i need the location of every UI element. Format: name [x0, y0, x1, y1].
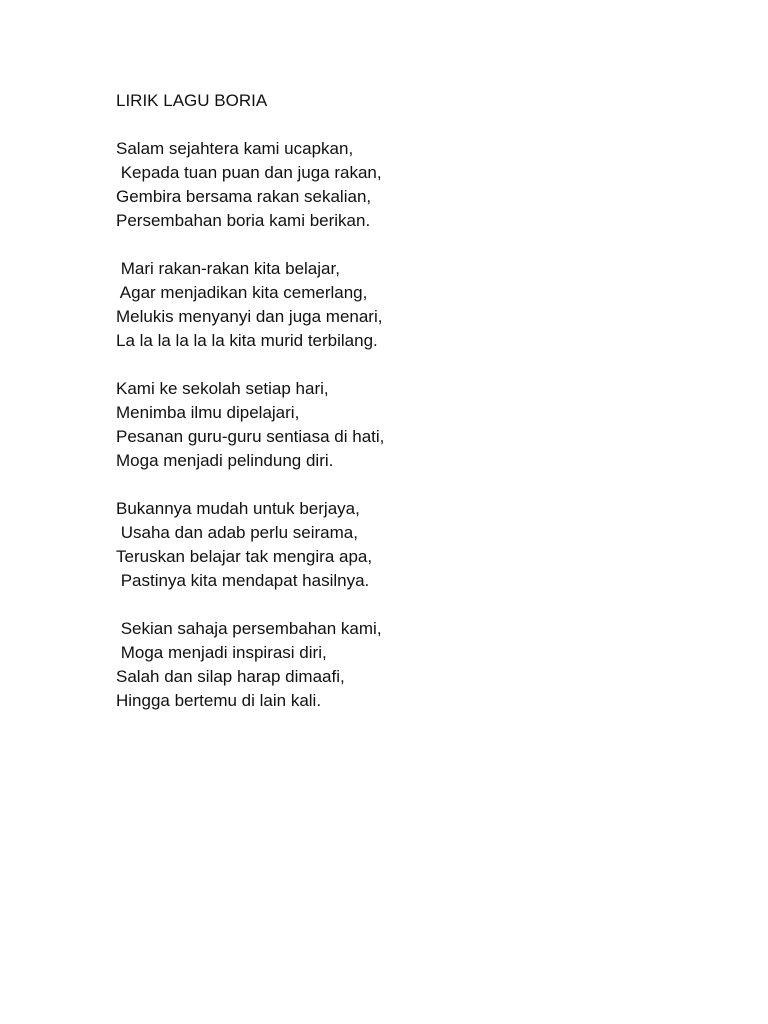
lyric-line: Kami ke sekolah setiap hari,	[116, 379, 329, 398]
lyric-line: Menimba ilmu dipelajari,	[116, 403, 300, 422]
lyric-line: Kepada tuan puan dan juga rakan,	[116, 163, 382, 182]
lyric-line: Moga menjadi inspirasi diri,	[116, 643, 327, 662]
lyric-line: Agar menjadikan kita cemerlang,	[116, 283, 368, 302]
stanza-4	[116, 497, 676, 593]
lyric-line: Persembahan boria kami berikan.	[116, 211, 371, 230]
lyric-line: Hingga bertemu di lain kali.	[116, 691, 322, 710]
lyric-line: Bukannya mudah untuk berjaya,	[116, 499, 360, 518]
document-title: LIRIK LAGU BORIA	[116, 91, 268, 110]
stanza-5	[116, 617, 676, 713]
lyric-line: Teruskan belajar tak mengira apa,	[116, 547, 373, 566]
lyric-line: Moga menjadi pelindung diri.	[116, 451, 334, 470]
lyric-line: Usaha dan adab perlu seirama,	[116, 523, 358, 542]
stanza-1	[116, 137, 676, 233]
lyric-line: Melukis menyanyi dan juga menari,	[116, 307, 383, 326]
stanza-3	[116, 377, 676, 473]
lyric-line: Salah dan silap harap dimaafi,	[116, 667, 345, 686]
lyric-line: Pastinya kita mendapat hasilnya.	[116, 571, 370, 590]
document-body	[116, 89, 676, 737]
stanza-2	[116, 257, 676, 353]
lyric-line: Sekian sahaja persembahan kami,	[116, 619, 382, 638]
lyric-line: Salam sejahtera kami ucapkan,	[116, 139, 354, 158]
lyric-line: Gembira bersama rakan sekalian,	[116, 187, 372, 206]
lyric-line: Pesanan guru-guru sentiasa di hati,	[116, 427, 385, 446]
lyric-line: Mari rakan-rakan kita belajar,	[116, 259, 340, 278]
lyric-line: La la la la la la kita murid terbilang.	[116, 331, 378, 350]
